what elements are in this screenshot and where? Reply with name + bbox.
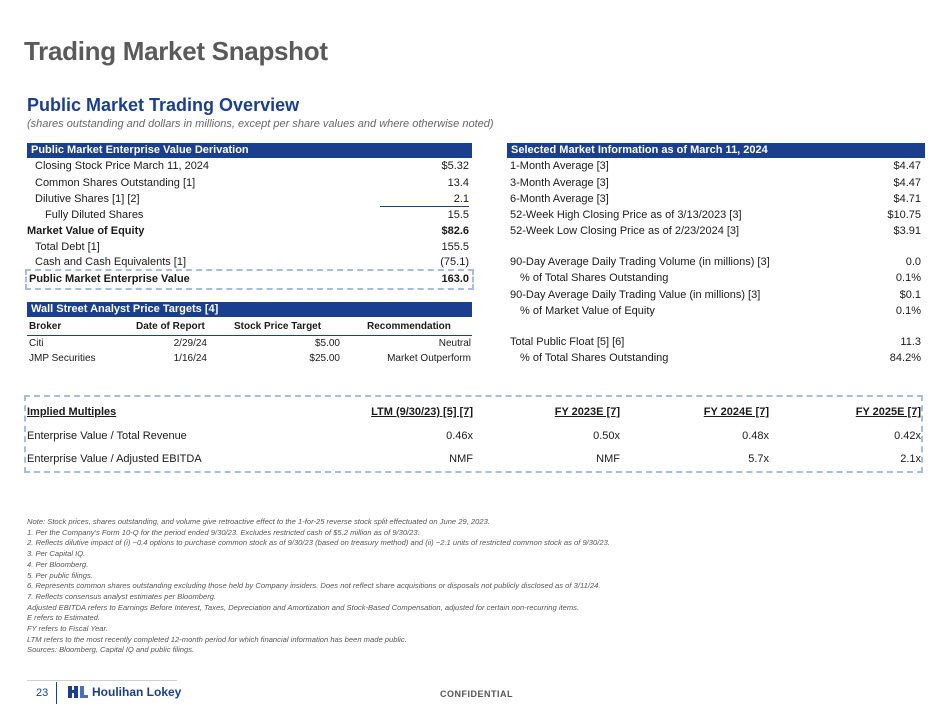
market-row-value: $4.71 bbox=[893, 193, 921, 205]
page-title: Trading Market Snapshot bbox=[24, 36, 328, 66]
multiple-value: 0.48x bbox=[742, 430, 769, 442]
col-recommendation: Recommendation bbox=[367, 321, 451, 332]
multiple-label: Enterprise Value / Total Revenue bbox=[27, 430, 187, 442]
footnote: LTM refers to the most recently completed 12-month period for which financial information has been made public. bbox=[27, 634, 407, 644]
footnote: E refers to Estimated. bbox=[27, 613, 101, 623]
ev-row-label: Total Debt [1] bbox=[35, 241, 100, 253]
footer-rule bbox=[27, 680, 177, 681]
market-row-label: 1-Month Average [3] bbox=[510, 160, 609, 172]
market-row-value: 0.0 bbox=[905, 256, 921, 268]
houlihan-lokey-logo bbox=[68, 685, 181, 699]
market-row-value: 0.1% bbox=[895, 272, 921, 284]
multiple-value: 0.50x bbox=[593, 430, 620, 442]
logo-text: Houlihan Lokey bbox=[92, 685, 182, 699]
market-row bbox=[520, 303, 921, 320]
confidential-label: CONFIDENTIAL bbox=[440, 689, 513, 699]
market-row bbox=[510, 175, 921, 192]
page-number: 23 bbox=[36, 687, 49, 699]
market-row bbox=[520, 270, 921, 287]
market-row-value: $4.47 bbox=[893, 177, 921, 189]
ev-row-value: $82.6 bbox=[441, 225, 469, 237]
ev-row bbox=[45, 207, 469, 224]
footnote: 5. Per public filings. bbox=[27, 570, 93, 580]
multiples-header-label: Implied Multiples bbox=[27, 406, 117, 418]
ev-row-value: 13.4 bbox=[447, 177, 469, 189]
ev-row-value: 155.5 bbox=[441, 241, 469, 253]
footnote: Note: Stock prices, shares outstanding, and volume give retroactive effect to the 1-for-25 reverse stock split effectuated on June 29, 2023. bbox=[27, 517, 490, 526]
ev-total-value: 163.0 bbox=[441, 273, 469, 285]
ev-row-label: Dilutive Shares [1] [2] bbox=[35, 193, 140, 205]
broker-name: JMP Securities bbox=[29, 353, 96, 364]
ev-total-row bbox=[29, 271, 469, 288]
market-row bbox=[510, 334, 921, 351]
market-row-label: Total Public Float [5] [6] bbox=[510, 336, 625, 348]
ev-row-value: 2.1 bbox=[453, 193, 469, 205]
footnote: FY refers to Fiscal Year. bbox=[27, 624, 108, 634]
footnote: Sources: Bloomberg, Capital IQ and public filings. bbox=[27, 645, 195, 655]
market-row bbox=[520, 350, 921, 367]
report-date: 1/16/24 bbox=[173, 353, 207, 364]
ev-total-label: Public Market Enterprise Value bbox=[29, 273, 190, 285]
market-row-label: 3-Month Average [3] bbox=[510, 177, 609, 189]
analyst-header: Wall Street Analyst Price Targets [4] bbox=[27, 302, 472, 317]
ev-row bbox=[35, 175, 469, 192]
recommendation: Neutral bbox=[438, 338, 471, 349]
recommendation: Market Outperform bbox=[387, 353, 471, 364]
multiple-value: 2.1x bbox=[900, 453, 921, 465]
multiple-value: 0.46x bbox=[446, 430, 473, 442]
ev-row-label: Fully Diluted Shares bbox=[45, 209, 144, 221]
footnote: 4. Per Bloomberg. bbox=[27, 559, 89, 569]
market-row-label: % of Total Shares Outstanding bbox=[520, 272, 669, 284]
market-row bbox=[510, 207, 921, 224]
section-subtitle: (shares outstanding and dollars in millions, except per share values and where otherwise noted) bbox=[27, 118, 494, 130]
ev-row bbox=[35, 158, 469, 175]
market-row-value: 0.1% bbox=[895, 305, 921, 317]
report-date: 2/29/24 bbox=[173, 338, 207, 349]
market-row-label: 52-Week High Closing Price as of 3/13/2023 [3] bbox=[510, 209, 742, 221]
footnote: 7. Reflects consensus analyst estimates per Bloomberg. bbox=[27, 591, 217, 601]
multiple-value: NMF bbox=[596, 453, 620, 465]
broker-name: Citi bbox=[29, 338, 44, 349]
price-target: $5.00 bbox=[314, 338, 340, 349]
ev-row-value: 15.5 bbox=[447, 209, 469, 221]
market-row bbox=[510, 254, 921, 271]
market-row-value: $4.47 bbox=[893, 160, 921, 172]
market-row-value: $0.1 bbox=[899, 289, 921, 301]
multiple-label: Enterprise Value / Adjusted EBITDA bbox=[27, 453, 202, 465]
multiple-value: NMF bbox=[449, 453, 473, 465]
market-row-value: 11.3 bbox=[900, 336, 921, 348]
footnote: 2. Reflects dilutive impact of (i) ~0.4 options to purchase common stock as of 9/30/23 (based on treasury method) and (ii) ~2.1 units of restricted common stock as of 9/30/23. bbox=[27, 538, 610, 548]
market-row bbox=[510, 223, 921, 240]
market-row bbox=[510, 158, 921, 175]
market-row-label: 52-Week Low Closing Price as of 2/23/2024 [3] bbox=[510, 225, 740, 237]
section-title: Public Market Trading Overview bbox=[27, 95, 300, 115]
footer-separator bbox=[56, 682, 57, 704]
ev-row-label: Common Shares Outstanding [1] bbox=[35, 177, 196, 189]
col-date: Date of Report bbox=[136, 321, 205, 332]
market-row-label: 90-Day Average Daily Trading Value (in millions) [3] bbox=[510, 289, 761, 301]
ev-row-label: Cash and Cash Equivalents [1] bbox=[35, 256, 187, 268]
market-row-label: % of Total Shares Outstanding bbox=[520, 352, 669, 364]
footnote: 3. Per Capital IQ. bbox=[27, 549, 86, 559]
footnote: Adjusted EBITDA refers to Earnings Before Interest, Taxes, Depreciation and Amortization and Stock-Based Compensation, adjusted for certain non-recurring items. bbox=[27, 602, 580, 612]
analyst-header-rule bbox=[27, 335, 472, 336]
market-row-value: $3.91 bbox=[893, 225, 921, 237]
ev-row-value: (75.1) bbox=[440, 256, 469, 268]
market-row-value: 84.2% bbox=[889, 352, 921, 364]
ev-row-value: $5.32 bbox=[441, 160, 469, 172]
multiples-col-fy2025: FY 2025E [7] bbox=[855, 406, 921, 418]
multiples-col-fy2023: FY 2023E [7] bbox=[554, 406, 620, 418]
ev-row-label: Market Value of Equity bbox=[27, 225, 145, 237]
market-row-value: $10.75 bbox=[887, 209, 921, 221]
footnotes bbox=[27, 517, 927, 656]
col-target: Stock Price Target bbox=[234, 321, 322, 332]
ev-derivation-header: Public Market Enterprise Value Derivation bbox=[27, 143, 472, 158]
ev-row-label: Closing Stock Price March 11, 2024 bbox=[35, 160, 210, 172]
market-info-header: Selected Market Information as of March 11, 2024 bbox=[507, 143, 925, 158]
multiple-value: 0.42x bbox=[894, 430, 921, 442]
ev-row bbox=[27, 223, 469, 240]
multiple-value: 5.7x bbox=[748, 453, 769, 465]
market-row-label: % of Market Value of Equity bbox=[520, 305, 655, 317]
footnote: 6. Represents common shares outstanding excluding those held by Company insiders. Does not reflect share acquisitions or disposals not publicly disclosed as of 3/11/24. bbox=[27, 581, 601, 591]
market-row-label: 90-Day Average Daily Trading Volume (in millions) [3] bbox=[510, 256, 770, 268]
footnote: 1. Per the Company's Form 10-Q for the period ended 9/30/23. Excludes restricted cash of $5.2 million as of 9/30/23. bbox=[27, 527, 420, 537]
market-row-label: 6-Month Average [3] bbox=[510, 193, 609, 205]
multiples-col-ltm: LTM (9/30/23) [5] [7] bbox=[371, 406, 473, 418]
col-broker: Broker bbox=[29, 321, 62, 332]
market-row bbox=[510, 287, 921, 304]
market-row bbox=[510, 191, 921, 208]
logo-mark-icon bbox=[68, 685, 88, 699]
price-target: $25.00 bbox=[309, 353, 340, 364]
multiples-col-fy2024: FY 2024E [7] bbox=[703, 406, 769, 418]
